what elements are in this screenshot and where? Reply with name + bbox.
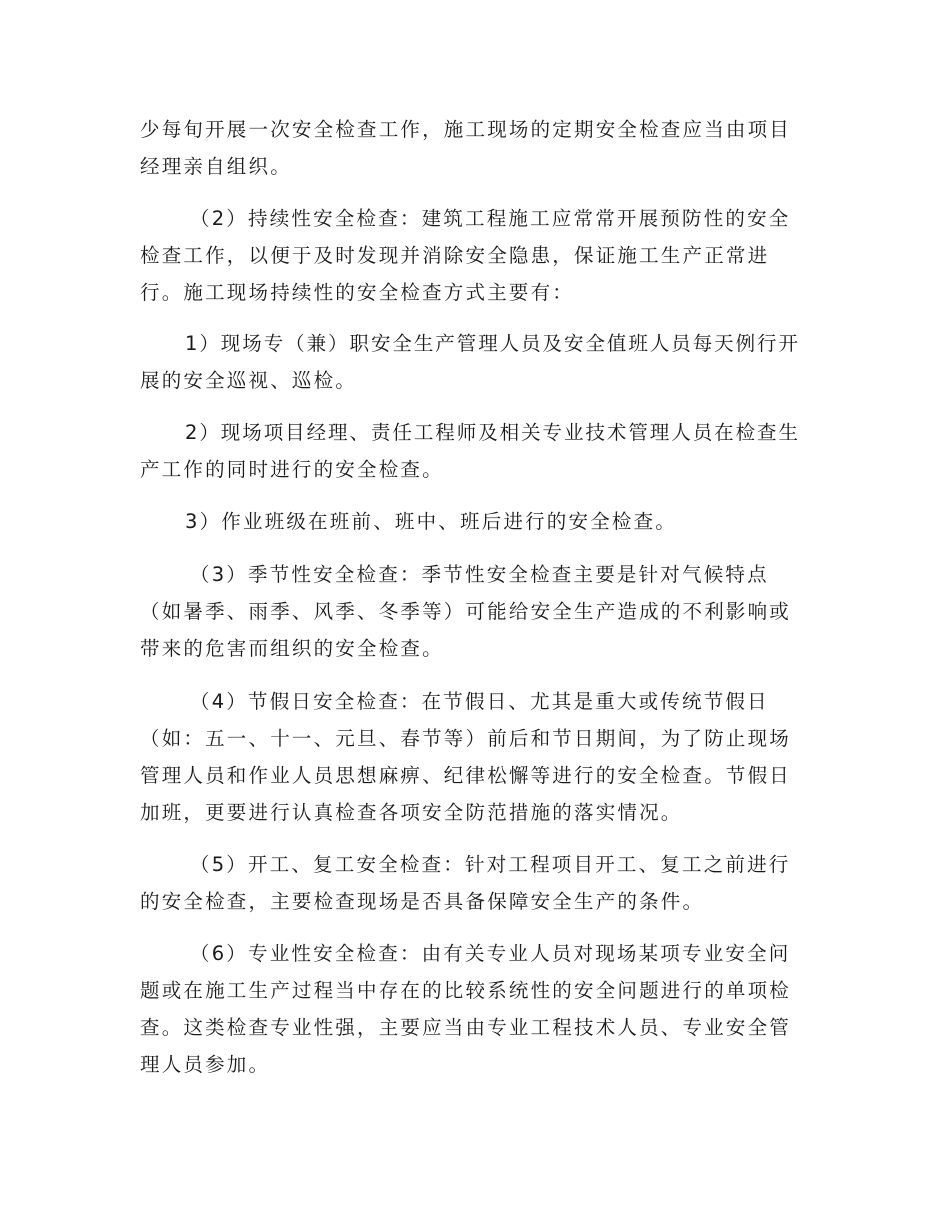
text-line: 查。这类检查专业性强，主要应当由专业工程技术人员、专业安全管 bbox=[140, 1016, 792, 1039]
text-line: （6）专业性安全检查：由有关专业人员对现场某项专业安全问 bbox=[190, 942, 791, 965]
text-line: 检查工作，以便于及时发现并消除安全隐患，保证施工生产正常进 bbox=[140, 244, 770, 267]
text-line: 3）作业班级在班前、班中、班后进行的安全检查。 bbox=[185, 510, 678, 533]
text-line: （如：五一、十一、元旦、春节等）前后和节日期间，为了防止现场 bbox=[140, 727, 792, 750]
text-line: 理人员参加。 bbox=[140, 1053, 271, 1076]
text-line: （2）持续性安全检查：建筑工程施工应常常开展预防性的安全 bbox=[190, 207, 791, 230]
text-line: （4）节假日安全检查：在节假日、尤其是重大或传统节假日 bbox=[190, 690, 769, 713]
text-line: 产工作的同时进行的安全检查。 bbox=[140, 458, 444, 481]
text-line: 少每旬开展一次安全检查工作，施工现场的定期安全检查应当由项目 bbox=[140, 118, 792, 141]
text-line: 1）现场专（兼）职安全生产管理人员及安全值班人员每天例行开 bbox=[185, 332, 800, 355]
text-line: 带来的危害而组织的安全检查。 bbox=[140, 637, 444, 660]
text-line: 题或在施工生产过程当中存在的比较系统性的安全问题进行的单项检 bbox=[140, 979, 792, 1002]
text-line: 管理人员和作业人员思想麻痹、纪律松懈等进行的安全检查。节假日 bbox=[140, 764, 792, 787]
text-line: 2）现场项目经理、责任工程师及相关专业技术管理人员在检查生 bbox=[185, 421, 800, 444]
text-line: （3）季节性安全检查：季节性安全检查主要是针对气候特点 bbox=[190, 563, 769, 586]
text-line: 经理亲自组织。 bbox=[140, 155, 292, 178]
text-line: （5）开工、复工安全检查：针对工程项目开工、复工之前进行 bbox=[190, 853, 791, 876]
text-line: 的安全检查，主要检查现场是否具备保障安全生产的条件。 bbox=[140, 890, 705, 913]
text-line: 展的安全巡视、巡检。 bbox=[140, 369, 358, 392]
text-line: （如暑季、雨季、风季、冬季等）可能给安全生产造成的不利影响或 bbox=[140, 600, 792, 623]
text-line: 行。施工现场持续性的安全检查方式主要有： bbox=[140, 281, 575, 304]
text-line: 加班，更要进行认真检查各项安全防范措施的落实情况。 bbox=[140, 801, 683, 824]
